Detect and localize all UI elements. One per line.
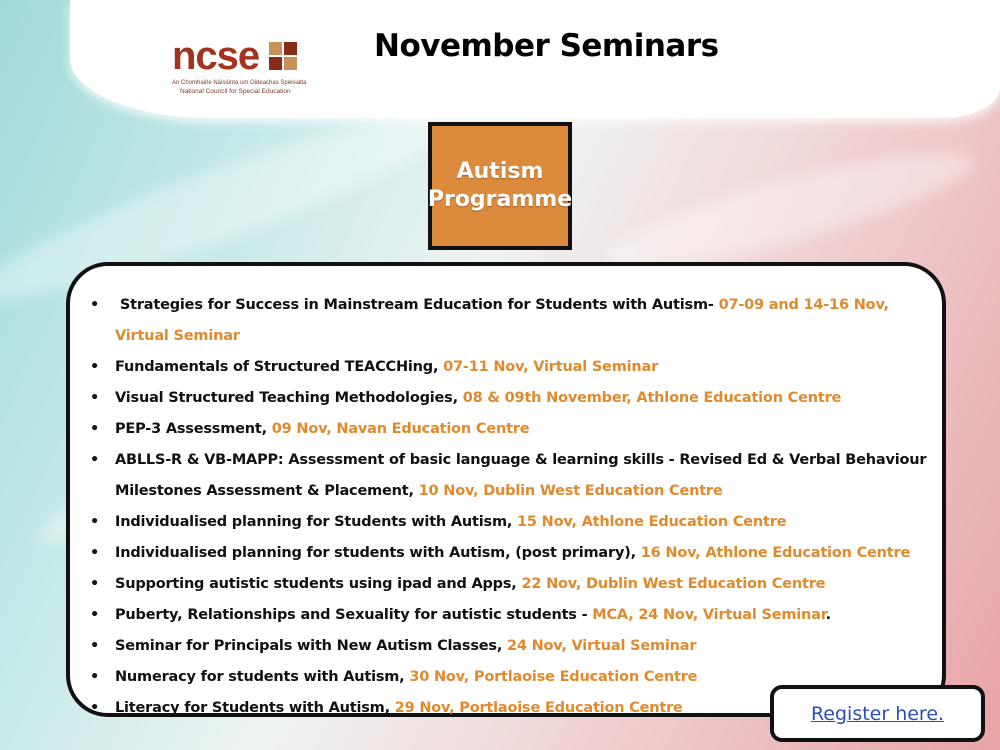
bullet-icon: • <box>90 514 100 530</box>
bullet-icon: • <box>90 576 100 592</box>
bullet-icon: • <box>90 545 100 561</box>
bullet-icon: • <box>90 638 100 654</box>
seminar-title: Supporting autistic students using ipad and Apps, <box>115 576 522 592</box>
seminar-title: Literacy for Students with Autism, <box>115 700 395 716</box>
seminar-date-venue: 10 Nov, Dublin West Education Centre <box>418 483 723 499</box>
bullet-icon: • <box>90 452 100 468</box>
seminar-date-venue: 30 Nov, Portlaoise Education Centre <box>409 669 698 685</box>
bullet-icon: • <box>90 607 100 623</box>
register-box <box>770 685 985 742</box>
bullet-icon: • <box>90 421 100 437</box>
seminar-title: Numeracy for students with Autism, <box>115 669 410 685</box>
seminar-date-venue: 29 Nov, Portlaoise Education Centre <box>394 700 683 716</box>
seminar-date-venue: 16 Nov, Athlone Education Centre <box>640 545 911 561</box>
logo-subtitle-english: National Council for Special Education <box>180 88 291 95</box>
seminar-date-venue: 24 Nov, Virtual Seminar <box>506 638 697 654</box>
seminar-item <box>90 600 940 631</box>
bullet-icon: • <box>90 700 100 716</box>
seminar-item <box>90 569 940 600</box>
seminar-item <box>90 352 940 383</box>
seminar-item <box>90 383 940 414</box>
bullet-icon: • <box>90 359 100 375</box>
seminar-item <box>90 414 940 445</box>
seminar-title: Individualised planning for students with Autism, (post primary), <box>115 545 641 561</box>
seminar-date-venue: 22 Nov, Dublin West Education Centre <box>521 576 826 592</box>
seminar-item <box>90 290 940 352</box>
seminar-title: Strategies for Success in Mainstream Education for Students with Autism- <box>115 297 719 313</box>
seminar-date-venue: 09 Nov, Navan Education Centre <box>271 421 530 437</box>
seminar-list <box>90 290 940 724</box>
logo-squares-icon <box>269 42 299 72</box>
seminar-date-venue: 15 Nov, Athlone Education Centre <box>517 514 787 530</box>
logo-wordmark: ncse <box>172 34 260 78</box>
bullet-icon: • <box>90 669 100 685</box>
seminar-date-venue: 08 & 09th November, Athlone Education Centre <box>462 390 842 406</box>
seminar-date-venue: MCA, 24 Nov, Virtual Seminar <box>592 607 826 623</box>
seminar-date-venue: 07-09 and 14-16 Nov, Virtual Seminar <box>115 297 889 344</box>
seminar-title: Individualised planning for Students with Autism, <box>115 514 518 530</box>
seminar-date-venue: 07-11 Nov, Virtual Seminar <box>443 359 659 375</box>
seminar-title: Puberty, Relationships and Sexuality for autistic students - <box>115 607 593 623</box>
page-title: November Seminars <box>374 28 719 64</box>
seminar-item <box>90 507 940 538</box>
seminar-title: Seminar for Principals with New Autism Classes, <box>115 638 507 654</box>
bullet-icon: • <box>90 297 100 313</box>
seminar-item <box>90 631 940 662</box>
bullet-icon: • <box>90 390 100 406</box>
seminar-title: ABLLS-R & VB-MAPP: Assessment of basic language & learning skills - Revised Ed & Verbal Behaviour Milestones Assessment & Placement, <box>115 452 932 499</box>
seminar-title: PEP-3 Assessment, <box>115 421 272 437</box>
logo-subtitle-irish: An Chomhairle Náisiúnta um Oideachas Speisialta <box>172 80 307 86</box>
register-link[interactable]: Register here. <box>810 702 945 725</box>
autism-programme-badge: Autism Programme <box>428 122 572 250</box>
seminar-item <box>90 538 940 569</box>
seminar-title: Visual Structured Teaching Methodologies, <box>115 390 463 406</box>
seminar-title: Fundamentals of Structured TEACCHing, <box>115 359 444 375</box>
ncse-logo <box>172 34 307 98</box>
seminar-suffix: . <box>825 607 831 623</box>
seminar-item <box>90 445 940 507</box>
